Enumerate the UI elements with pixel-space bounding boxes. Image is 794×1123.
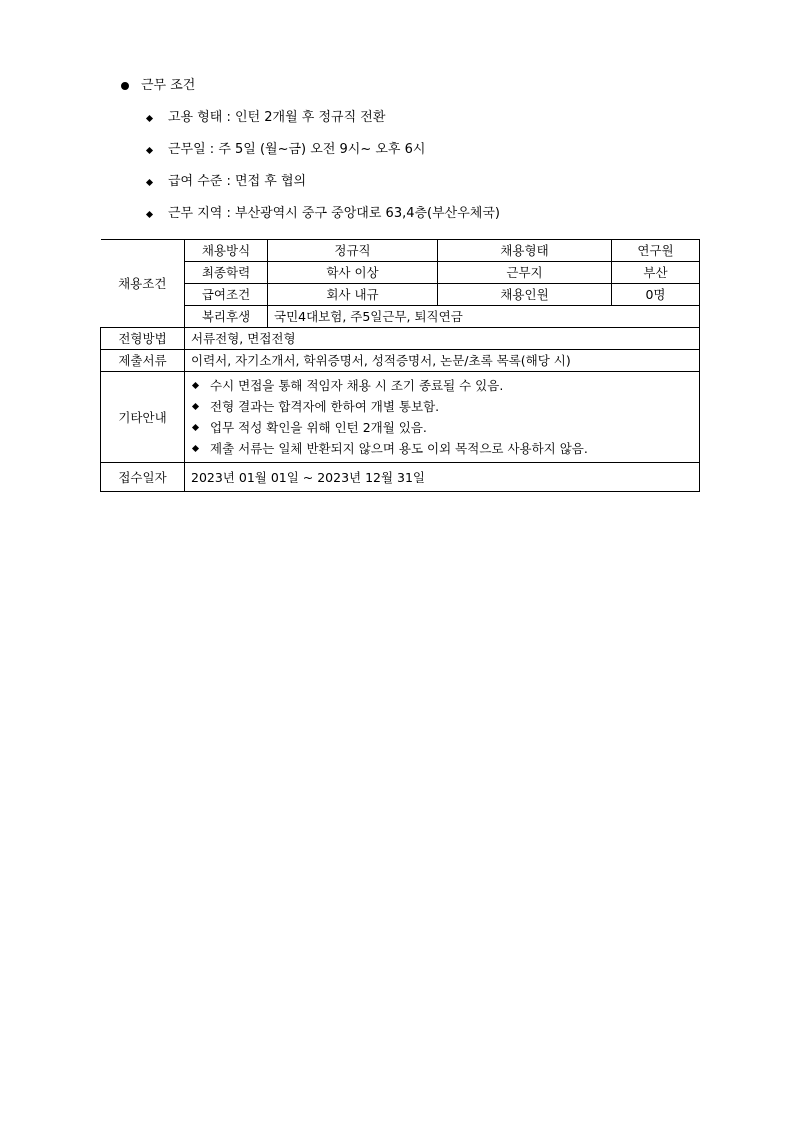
table-row bbox=[101, 372, 700, 463]
table-cell: 부산 bbox=[612, 262, 700, 284]
diamond-bullet-icon bbox=[192, 445, 199, 452]
welfare-label: 복리후생 bbox=[185, 306, 268, 328]
table-row bbox=[101, 463, 700, 492]
table-cell: 회사 내규 bbox=[268, 284, 438, 306]
table-cell: 연구원 bbox=[612, 240, 700, 262]
diamond-bullet-icon bbox=[192, 424, 199, 431]
diamond-bullet-icon bbox=[192, 382, 199, 389]
list-item bbox=[147, 172, 500, 192]
documents-label: 제출서류 bbox=[101, 350, 185, 372]
condition-work-days: 근무일 : 주 5일 (월~금) 오전 9시~ 오후 6시 bbox=[168, 142, 426, 157]
diamond-bullet-icon bbox=[146, 178, 153, 185]
table-cell: 0명 bbox=[612, 284, 700, 306]
note-text: 수시 면접을 통해 적임자 채용 시 조기 종료될 수 있음. bbox=[210, 378, 504, 393]
selection-method-label: 전형방법 bbox=[101, 328, 185, 350]
list-item bbox=[147, 108, 500, 128]
diamond-bullet-icon bbox=[146, 210, 153, 217]
table-cell: 최종학력 bbox=[185, 262, 268, 284]
note-text: 제출 서류는 일체 반환되지 않으며 용도 이외 목적으로 사용하지 않음. bbox=[210, 441, 588, 456]
diamond-bullet-icon bbox=[192, 403, 199, 410]
section-title: 근무 조건 bbox=[141, 78, 196, 93]
application-period-label: 접수일자 bbox=[101, 463, 185, 492]
bullet-dot-icon bbox=[121, 82, 129, 90]
condition-employment-type: 고용 형태 : 인턴 2개월 후 정규직 전환 bbox=[168, 110, 386, 125]
application-period-value: 2023년 01월 01일 ~ 2023년 12월 31일 bbox=[185, 463, 700, 492]
list-item bbox=[185, 375, 699, 396]
table-row bbox=[101, 240, 700, 262]
diamond-bullet-icon bbox=[146, 114, 153, 121]
notes-cell bbox=[185, 372, 700, 463]
recruit-conditions-label: 채용조건 bbox=[101, 240, 185, 328]
recruitment-info-table bbox=[100, 239, 700, 492]
section-heading bbox=[121, 76, 195, 96]
condition-salary: 급여 수준 : 면접 후 협의 bbox=[168, 174, 307, 189]
documents-value: 이력서, 자기소개서, 학위증명서, 성적증명서, 논문/초록 목록(해당 시) bbox=[185, 350, 700, 372]
diamond-bullet-icon bbox=[146, 146, 153, 153]
table-row bbox=[101, 284, 700, 306]
notes-label: 기타안내 bbox=[101, 372, 185, 463]
table-cell: 채용방식 bbox=[185, 240, 268, 262]
table-cell: 정규직 bbox=[268, 240, 438, 262]
table-cell: 근무지 bbox=[438, 262, 612, 284]
list-item bbox=[185, 438, 699, 459]
table-row bbox=[101, 262, 700, 284]
list-item bbox=[147, 204, 500, 224]
welfare-value: 국민4대보험, 주5일근무, 퇴직연금 bbox=[268, 306, 700, 328]
table-row bbox=[101, 350, 700, 372]
condition-location: 근무 지역 : 부산광역시 중구 중앙대로 63,4층(부산우체국) bbox=[168, 206, 500, 221]
table-row bbox=[101, 306, 700, 328]
table-cell: 채용형태 bbox=[438, 240, 612, 262]
list-item bbox=[185, 396, 699, 417]
table-cell: 학사 이상 bbox=[268, 262, 438, 284]
table-cell: 급여조건 bbox=[185, 284, 268, 306]
note-text: 업무 적성 확인을 위해 인턴 2개월 있음. bbox=[210, 420, 427, 435]
table-row bbox=[101, 328, 700, 350]
note-text: 전형 결과는 합격자에 한하여 개별 통보함. bbox=[210, 399, 440, 414]
list-item bbox=[185, 417, 699, 438]
work-conditions-list bbox=[147, 108, 500, 236]
selection-method-value: 서류전형, 면접전형 bbox=[185, 328, 700, 350]
notes-list bbox=[185, 372, 699, 462]
list-item bbox=[147, 140, 500, 160]
table-cell: 채용인원 bbox=[438, 284, 612, 306]
